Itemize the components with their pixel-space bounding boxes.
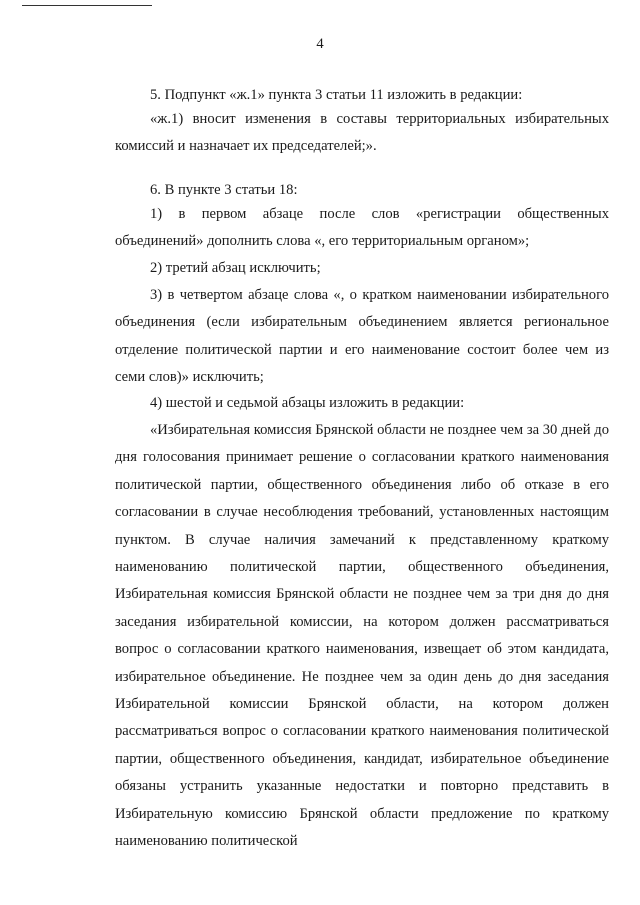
paragraph-6-1: 1) в первом абзаце после слов «регистрации общественных объединений» дополнить слова «, его территориальным органом»; — [115, 206, 609, 250]
paragraph-quote: «Избирательная комиссия Брянской области не позднее чем за 30 дней до дня голосования принимает решение о согласовании краткого наименования политической партии, общественного объединения либо об отказе в его согласовании в случае несоблюдения требований, установленных настоящим пунктом. В случае наличия замечаний к представленному краткому наименованию политической партии, общественного объединения, Избирательная комиссия Брянской области не позднее чем за три дня до дня заседания избирательной комиссии, на котором должен рассматриваться вопрос о согласовании краткого наименования, извещает об этом кандидата, избирательное объединение. Не позднее чем за один день до дня заседания Избирательной комиссии Брянской области, на котором должен рассматриваться вопрос о согласовании краткого наименования политической партии, общественного объединения, кандидат, избирательное объединение обязаны устранить указанные недостатки и повторно представить в Избирательную комиссию Брянской области предложение по краткому наименованию политической — [115, 422, 609, 850]
paragraph-6-3: 3) в четвертом абзаце слова «, о кратком наименовании избирательного объединения (если избирательным объединением является региональное отделение политической партии и его наименование состоит более чем из семи слов)» исключить; — [115, 287, 609, 386]
paragraph-6: 6. В пункте 3 статьи 18: — [150, 182, 298, 198]
paragraph-6-2: 2) третий абзац исключить; — [150, 260, 321, 276]
paragraph-5: 5. Подпункт «ж.1» пункта 3 статьи 11 изложить в редакции: — [150, 87, 523, 103]
paragraph-6-4: 4) шестой и седьмой абзацы изложить в редакции: — [150, 395, 465, 411]
page-number: 4 — [316, 36, 324, 52]
paragraph-zh1: «ж.1) вносит изменения в составы территориальных избирательных комиссий и назначает их председателей;». — [115, 111, 609, 155]
header-rule — [22, 5, 152, 6]
